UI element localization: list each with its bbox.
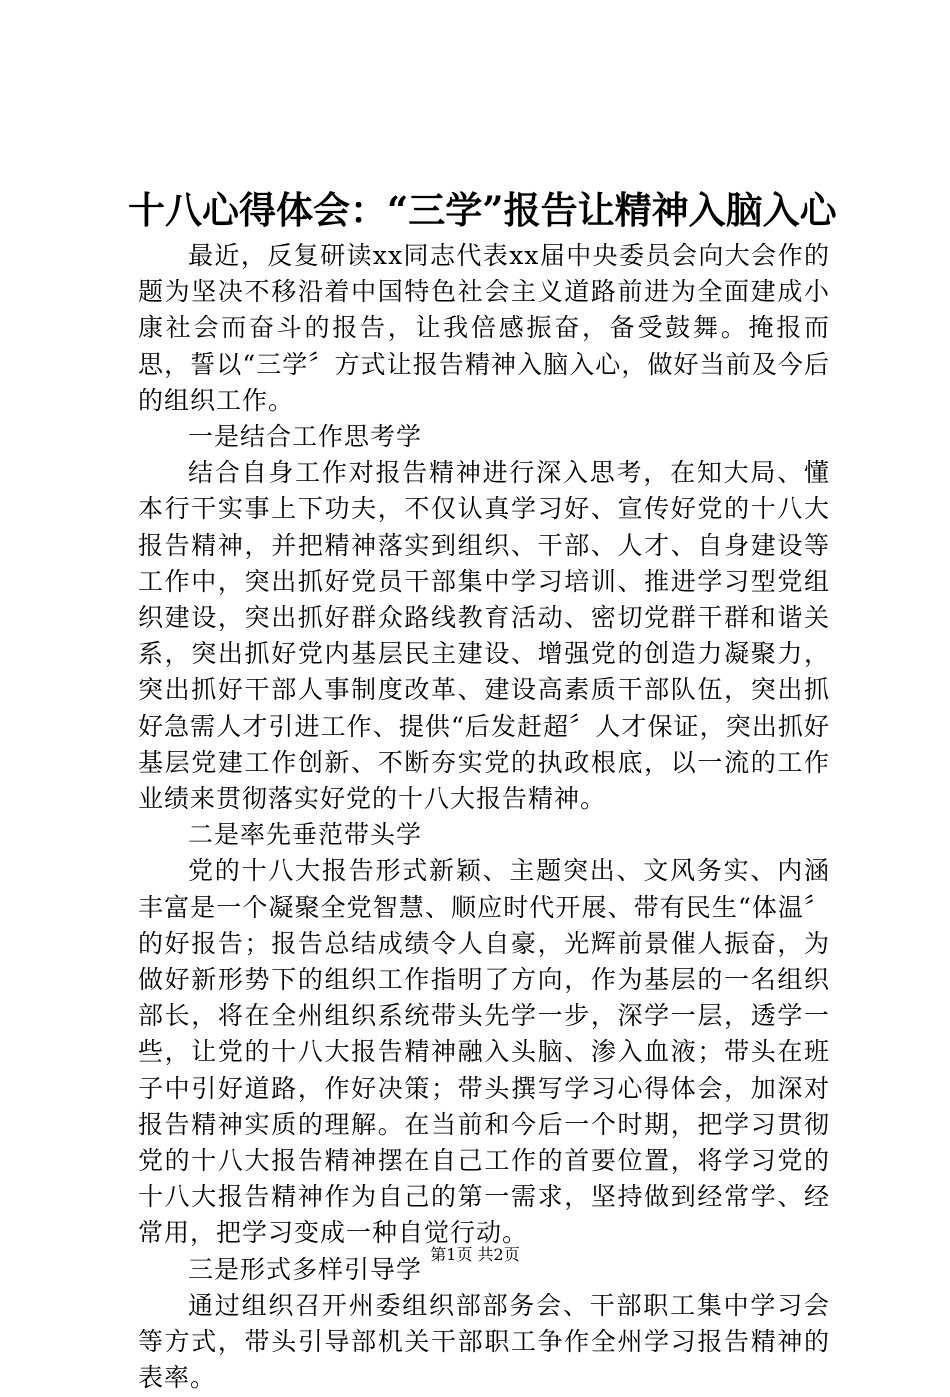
document-body [138, 238, 830, 1397]
section-heading-1: 一是结合工作思考学 [188, 422, 423, 452]
section-body-2: 党的十八大报告形式新颖、主题突出、文风务实、内涵丰富是一个凝聚全党智慧、顺应时代开展、带有民生“体温〞的好报告；报告总结成绩令人自豪，光辉前景催人振奋，为做好新形势下的组织工作指明了方向，作为基层的一名组织部长，将在全州组织系统带头先学一步，深学一层，透学一些，让党的十八大报告精神融入头脑、渗入血液；带头在班子中引好道路，作好决策；带头撰写学习心得体会，加深对报告精神实质的理解。在当前和今后一个时期，把学习贯彻党的十八大报告精神摆在自己工作的首要位置，将学习党的十八大报告精神作为自己的第一需求，坚持做到经常学、经常用，把学习变成一种自觉行动。 [138, 856, 830, 1248]
document-title: 十八心得体会：“三学”报告让精神入脑入心 [128, 188, 837, 232]
page-footer: 第1页 共2页 [430, 1245, 520, 1264]
section-body-3: 通过组织召开州委组织部部务会、干部职工集中学习会等方式，带头引导部机关干部职工争作全州学习报告精神的表率。 [138, 1290, 830, 1393]
section-body-1: 结合自身工作对报告精神进行深入思考，在知大局、懂本行干实事上下功夫，不仅认真学习好、宣传好党的十八大报告精神，并把精神落实到组织、干部、人才、自身建设等工作中，突出抓好党员干部集中学习培训、推进学习型党组织建设，突出抓好群众路线教育活动、密切党群干群和谐关系，突出抓好党内基层民主建设、增强党的创造力凝聚力，突出抓好干部人事制度改革、建设高素质干部队伍，突出抓好急需人才引进工作、提供“后发赶超〞人才保证，突出抓好基层党建工作创新、不断夯实党的执政根底，以一流的工作业绩来贯彻落实好党的十八大报告精神。 [138, 458, 830, 814]
intro-paragraph: 最近，反复研读xx同志代表xx届中央委员会向大会作的题为坚决不移沿着中国特色社会主义道路前进为全面建成小康社会而奋斗的报告，让我倍感振奋，备受鼓舞。掩报而思，誓以“三学〞方式让报告精神入脑入心，做好当前及今后的组织工作。 [138, 241, 830, 415]
section-heading-3: 三是形式多样引导学 [188, 1254, 423, 1284]
section-heading-2: 二是率先垂范带头学 [188, 820, 423, 850]
